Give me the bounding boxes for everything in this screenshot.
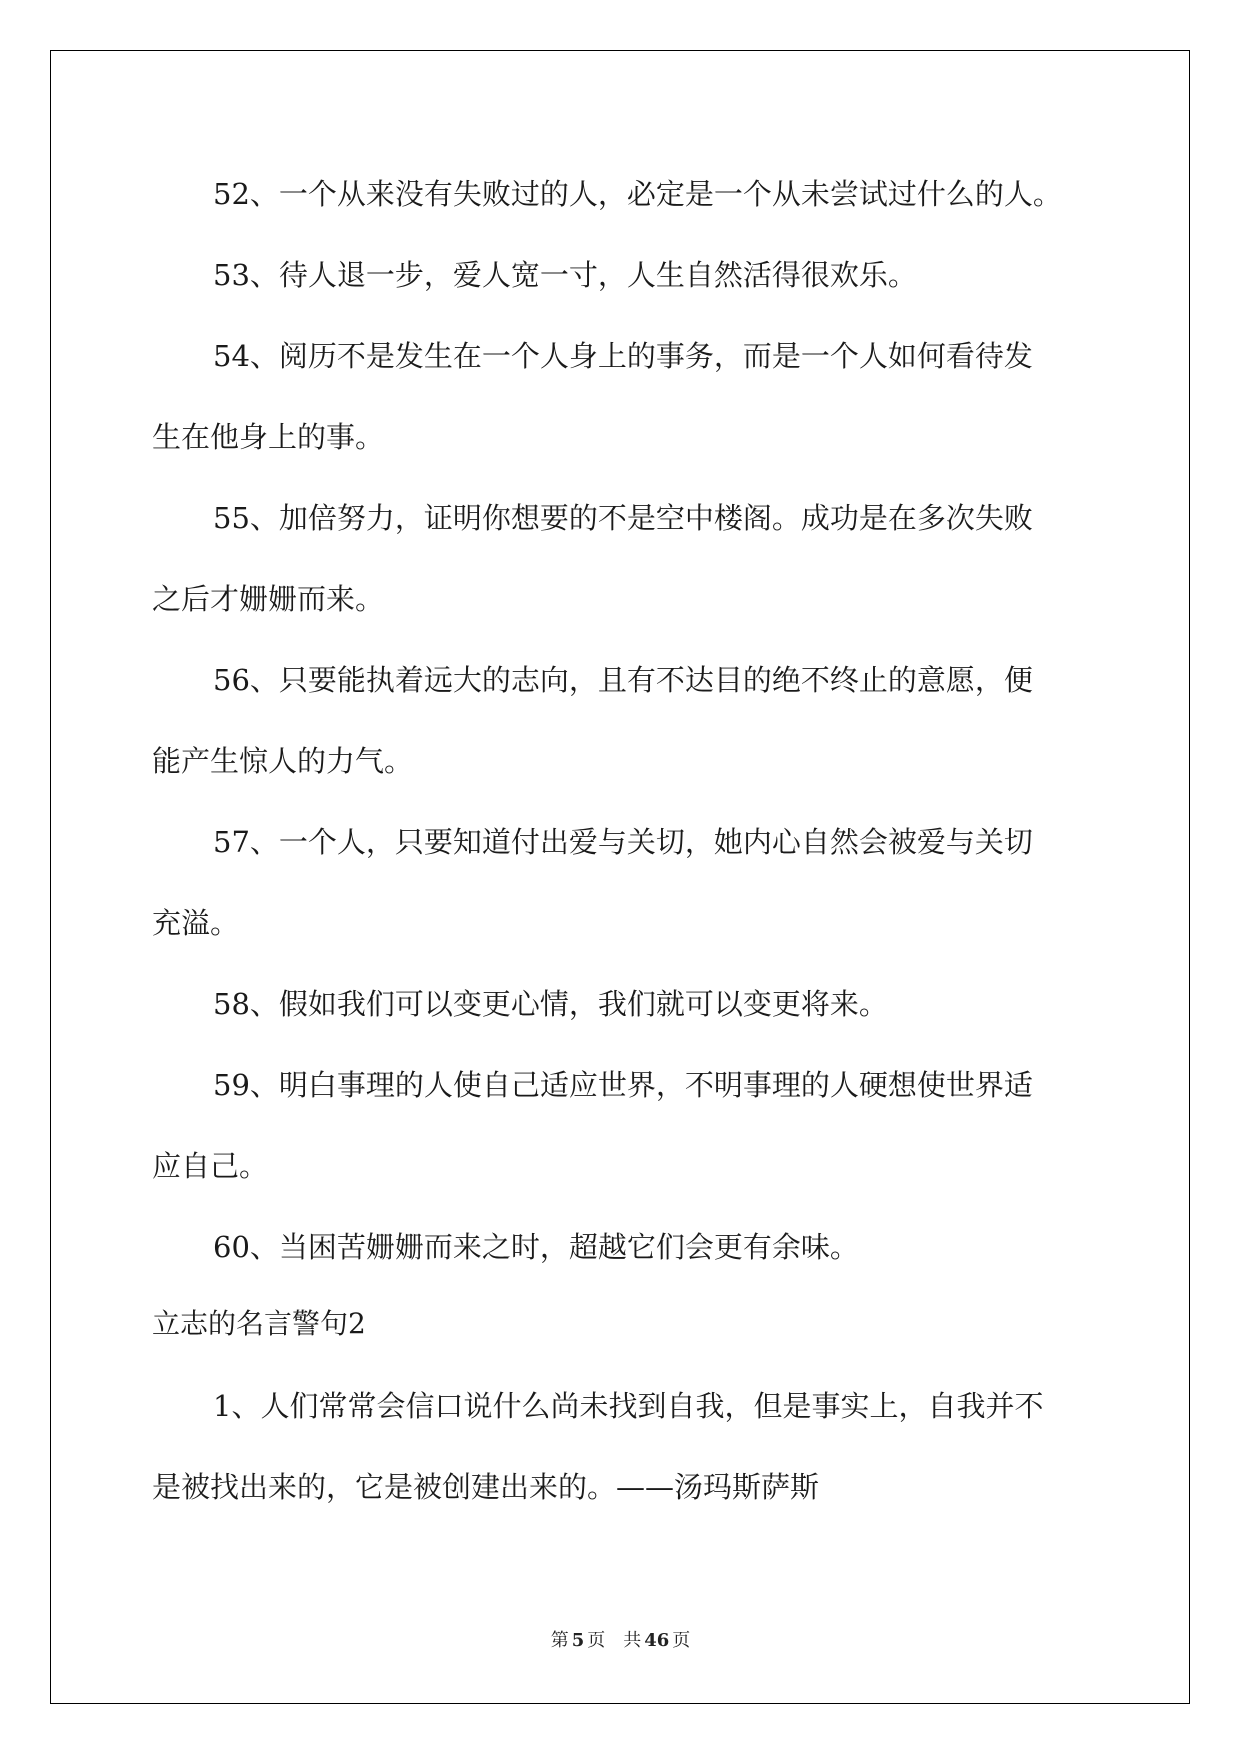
quote-line: 56、只要能执着远大的志向，且有不达目的绝不终止的意愿，便 (213, 663, 1033, 697)
quote-line: 应自己。 (152, 1149, 269, 1183)
quote-line: 能产生惊人的力气。 (152, 744, 414, 778)
section-heading: 立志的名言警句2 (152, 1307, 366, 1340)
quote-line: 52、一个从来没有失败过的人，必定是一个从未尝试过什么的人。 (213, 177, 1062, 211)
quote-line: 是被找出来的，它是被创建出来的。——汤玛斯萨斯 (152, 1470, 820, 1504)
quote-line: 59、明白事理的人使自己适应世界，不明事理的人硬想使世界适 (213, 1068, 1033, 1102)
total-suffix: 页 (672, 1630, 691, 1651)
quote-line: 58、假如我们可以变更心情，我们就可以变更将来。 (213, 987, 888, 1021)
page-suffix: 页 (587, 1630, 606, 1651)
page-number: 5 (571, 1630, 585, 1651)
quote-line: 54、阅历不是发生在一个人身上的事务，而是一个人如何看待发 (213, 339, 1033, 373)
quote-line: 60、当困苦姗姗而来之时，超越它们会更有余味。 (213, 1230, 859, 1264)
quote-line: 53、待人退一步，爱人宽一寸，人生自然活得很欢乐。 (213, 258, 917, 292)
quote-line: 55、加倍努力，证明你想要的不是空中楼阁。成功是在多次失败 (213, 501, 1033, 535)
page-prefix: 第 (550, 1630, 569, 1651)
total-pages: 46 (644, 1630, 670, 1651)
quote-line: 57、一个人，只要知道付出爱与关切，她内心自然会被爱与关切 (213, 825, 1033, 859)
quote-line: 充溢。 (152, 906, 240, 940)
quote-line: 之后才姗姗而来。 (152, 582, 385, 616)
page-footer (0, 1626, 1241, 1652)
quote-line: 生在他身上的事。 (152, 420, 385, 454)
total-prefix: 共 (623, 1630, 642, 1651)
page-border (50, 50, 1190, 1704)
quote-line: 1、人们常常会信口说什么尚未找到自我，但是事实上，自我并不 (213, 1389, 1044, 1423)
